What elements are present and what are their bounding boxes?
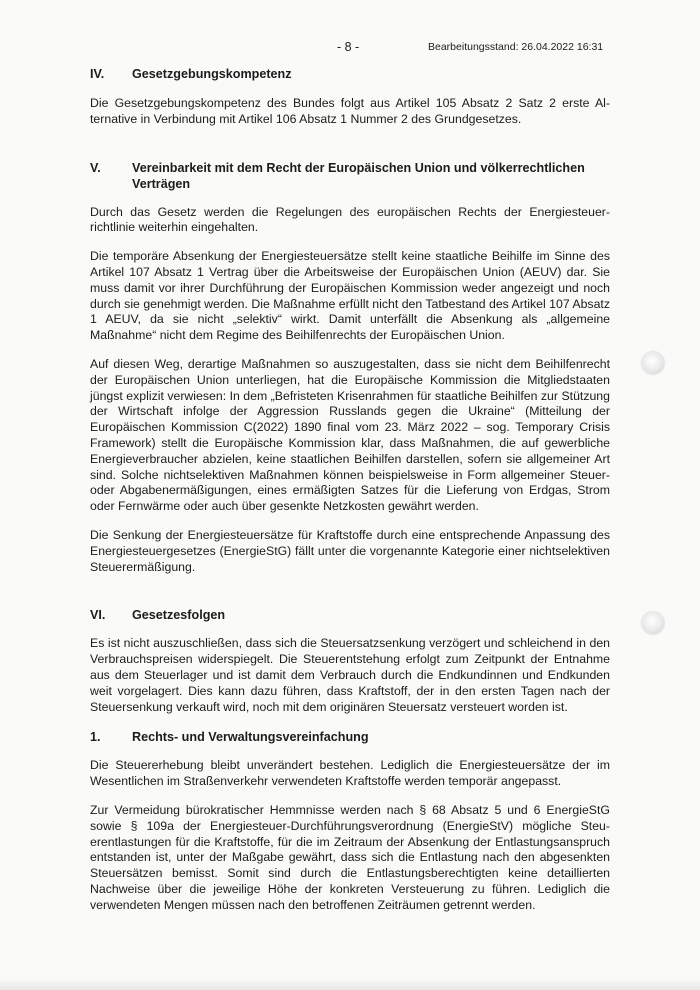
- subsection-number: 1.: [90, 730, 101, 745]
- section-heading-vi: [90, 607, 610, 623]
- section-heading-v: [90, 160, 610, 192]
- paragraph: Die temporäre Absenkung der Energiesteuersätze stellt keine staatliche Beihilfe im Sinne des Artikel 107 Absatz 1 Vertrag über die Arbeitsweise der Europäischen Union (AEUV) dar. Sie muss damit vor ihrer Durchführung der Europäischen Kommission weder angezeigt und noch durch sie genehmigt werden. Die Maßnahme erfüllt nicht den Tatbestand des Artikel 107 Absatz 1 AEUV, da sie nicht „selektiv“ wirkt. Damit unterfällt die Absenkung als „allgemeine Maßnahme“ nicht dem Regime des Beihilfenrechts der Europäischen Union.: [90, 249, 610, 343]
- paragraph: Die Steuererhebung bleibt unverändert bestehen. Lediglich die Energiesteuersätze der im Wesentlichen im Straßenverkehr verwendeten Kraftstoffe werden temporär angepasst.: [90, 758, 610, 789]
- section-number: V.: [90, 160, 101, 175]
- paragraph: Die Gesetzgebungskompetenz des Bundes folgt aus Artikel 105 Absatz 2 Satz 2 erste Alternative in Verbindung mit Artikel 106 Absatz 1 Nummer 2 des Grundgesetzes.: [90, 96, 610, 126]
- punch-hole-bottom: [642, 612, 664, 634]
- section-title: Vereinbarkeit mit dem Recht der Europäischen Union und völkerrechtlichen Verträgen: [132, 160, 585, 191]
- section-title: Gesetzesfolgen: [132, 608, 226, 623]
- document-body: [90, 64, 610, 913]
- punch-hole-top: [642, 352, 664, 374]
- page-number: - 8 -: [337, 40, 360, 54]
- revision-status: Bearbeitungsstand: 26.04.2022 16:31: [428, 41, 604, 53]
- paragraph: Auf diesen Weg, derartige Maßnahmen so auszugestalten, dass sie nicht dem Beihilfenrecht der Europäischen Union unterliegen, hat die Europäische Kommission die Mitgliedstaaten jüngst explizit verwiesen: In dem „Befristeten Krisenrahmen für staatliche Beihilfen zur Stützung der Wirtschaft infolge der Aggression Russlands gegen die Ukraine“ (Mitteilung der Europäischen Kommission C(2022) 1890 final vom 23. März 2022 – sog. Temporary Crisis Framework) stellt die Europäische Kommission klar, dass Maßnahmen, die auf gewerbliche Energieverbraucher abzielen, keine staatlichen Beihilfen darstellen, sofern sie allgemeiner Art sind. Solche nichtselektiven Maßnahmen können beispielsweise in Form allgemeiner Steuer- oder Abgabenermäßigungen, eines ermäßigten Satzes für die Lieferung von Erdgas, Strom oder Fernwärme oder auch über gesenkte Netzkosten gewährt werden.: [90, 356, 610, 514]
- paragraph: Es ist nicht auszuschließen, dass sich die Steuersatzsenkung verzögert und schleichend in den Verbrauchspreisen widerspiegelt. Die Steuerentstehung erfolgt zum Zeitpunkt der Entnahme aus dem Steuerlager und ist damit dem Verbrauch durch die Endkundinnen und Endkunden weit vorgelagert. Dies kann dazu führen, dass Kraftstoff, der in den ersten Tagen nach der Steuersenkung verkauft wird, noch mit dem originären Steuersatz versteuert worden ist.: [90, 636, 610, 714]
- section-heading-iv: [90, 66, 610, 82]
- subsection-heading-1: [90, 729, 610, 745]
- paragraph: Zur Vermeidung bürokratischer Hemmnisse werden nach § 68 Absatz 5 und 6 EnergieStG sowie § 109a der Energiesteuer-Durchführungsverordnung (EnergieStV) mögliche Steuerentlastungen für die Kraftstoffe, für die im Zeitraum der Absenkung der Entlastungsanspruch entstanden ist, unter der Maßgabe gewährt, dass sich die Entlastung nach den abgesenkten Steuersätzen bemisst. Somit sind durch die Entlastungsberechtigten keine detaillierten Nachweise über die jeweilige Höhe der konkreten Versteuerung zu führen. Lediglich die verwendeten Mengen müssen nach den betroffenen Zeiträumen getrennt werden.: [90, 802, 610, 912]
- section-title: Gesetzgebungskompetenz: [132, 67, 292, 81]
- paragraph: Durch das Gesetz werden die Regelungen des europäischen Rechts der Energiesteuerrichtlinie weiterhin eingehalten.: [90, 204, 610, 235]
- section-number: VI.: [90, 608, 106, 623]
- scan-edge-shadow: [0, 978, 700, 990]
- subsection-title: Rechts- und Verwaltungsvereinfachung: [132, 730, 369, 745]
- paragraph: Die Senkung der Energiesteuersätze für Kraftstoffe durch eine entsprechende Anpassung des Energiesteuergesetzes (EnergieStG) fällt unter die vorgenannte Kategorie einer nichtselektiven Steuerermäßigung.: [90, 527, 610, 574]
- section-number: IV.: [90, 67, 105, 81]
